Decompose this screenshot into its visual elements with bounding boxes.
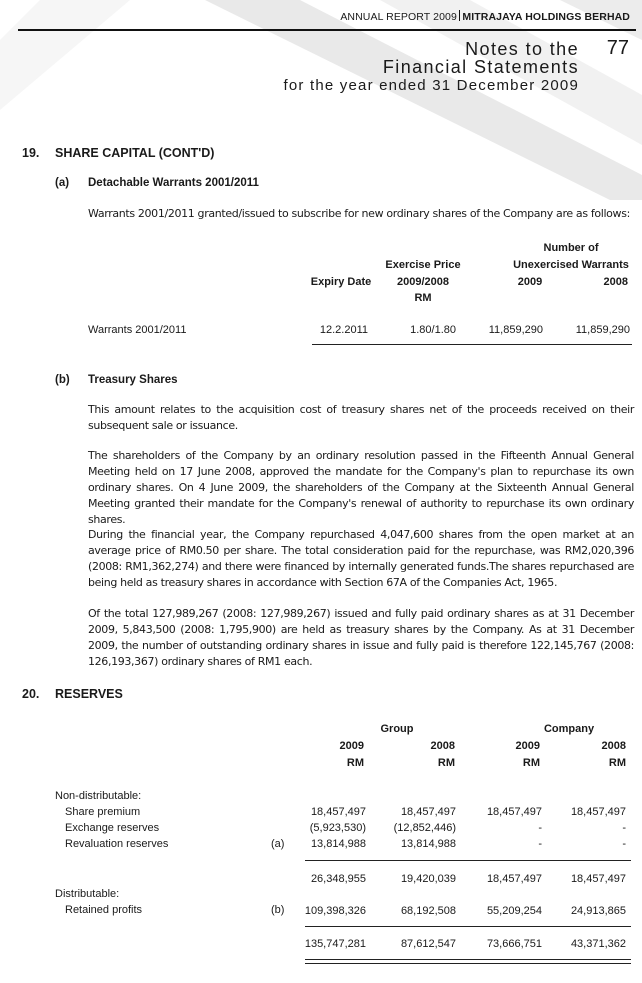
col-exercise-price: Exercise Price — [385, 259, 461, 271]
revaluation-group-2008: 13,814,988 — [400, 838, 456, 850]
treasury-paragraph-3: During the financial year, the Company repurchased 4,047,600 shares from the open market at an average price of RM0.50 per share. The total consideration paid for the repurchase, was RM2,020,396 (2008: RM1,362,274) and there were financed by internally generated funds.The shares repurchased are being held as treasury shares in accordance with Section 67A of the Companies Act, 1965. — [88, 528, 634, 589]
warrants-2009-value: 11,859,290 — [488, 324, 543, 336]
retained-company-2009: 55,209,254 — [486, 905, 542, 917]
exchange-reserves-group-2008: (12,852,446) — [393, 822, 456, 834]
warrants-price-value: 1.80/1.80 — [410, 324, 456, 336]
subsection-b-title: Treasury Shares — [88, 374, 178, 386]
share-premium-group-2008: 18,457,497 — [400, 806, 456, 818]
share-premium-group-2009: 18,457,497 — [310, 806, 366, 818]
col-company-2008: 2008 — [601, 740, 626, 752]
total-company-2009: 73,666,751 — [486, 938, 542, 950]
exchange-reserves-group-2009: (5,923,530) — [309, 822, 366, 834]
treasury-paragraph-2: The shareholders of the Company by an ordinary resolution passed in the Fifteenth Annual General Meeting held on 17 June 2008, approved the mandate for the Company's plan to repurchase its own ordinary shares. On 4 June 2009, the shareholders of the Company at the Sixteenth Annual General Meeting granted their mandate for the Company's renewal of authority to repurchase its own ordinary shares. — [88, 449, 634, 526]
unit-group-2009: RM — [346, 757, 364, 769]
report-name: ANNUAL REPORT 2009 — [340, 11, 457, 23]
total-rule-top — [305, 926, 631, 927]
total-group-2008: 87,612,547 — [400, 938, 456, 950]
retained-note-ref: (b) — [271, 904, 285, 916]
warrants-table-rule — [312, 344, 632, 345]
warrants-row-label: Warrants 2001/2011 — [88, 324, 187, 336]
page-title-line3: for the year ended 31 December 2009 — [283, 77, 579, 94]
unit-group-2008: RM — [437, 757, 455, 769]
page-title-line2: Financial Statements — [382, 57, 579, 77]
company-name: MITRAJAYA HOLDINGS BERHAD — [462, 11, 630, 23]
subtotal-group-2008: 19,420,039 — [400, 873, 456, 885]
treasury-paragraph-4: Of the total 127,989,267 (2008: 127,989,267) issued and fully paid ordinary shares as at 31 December 2009, 5,843,500 (2008: 1,795,900) are held as treasury shares by the Company. As at 31 December 2009, the number of outstanding ordinary shares in issue and fully paid is therefore 122,145,767 (2008: 126,193,367) ordinary shares of RM1 each. — [88, 607, 634, 668]
subtotal-group-2009: 26,348,955 — [310, 873, 366, 885]
non-distributable-label: Non-distributable: — [55, 790, 142, 802]
subtotal-company-2008: 18,457,497 — [570, 873, 626, 885]
total-group-2009: 135,747,281 — [304, 938, 366, 950]
subsection-b-label: (b) — [55, 374, 70, 386]
subsection-a-label: (a) — [55, 177, 70, 189]
col-warrants-2008: 2008 — [603, 276, 628, 288]
col-warrants-2009: 2009 — [517, 276, 543, 288]
retained-company-2008: 24,913,865 — [570, 905, 626, 917]
page-title-line1: Notes to the — [465, 39, 579, 59]
revaluation-group-2009: 13,814,988 — [310, 838, 366, 850]
row-share-premium-label: Share premium — [65, 806, 141, 818]
unit-company-2008: RM — [608, 757, 626, 769]
distributable-label: Distributable: — [55, 888, 120, 900]
revaluation-note-ref: (a) — [271, 838, 285, 850]
col-unexercised-warrants: Unexercised Warrants — [513, 259, 629, 271]
col-price-unit: RM — [414, 292, 432, 304]
subsection-a-title: Detachable Warrants 2001/2011 — [88, 177, 259, 189]
col-expiry-date: Expiry Date — [310, 276, 372, 288]
page-number: 77 — [606, 37, 629, 59]
col-company-2009: 2009 — [515, 740, 540, 752]
revaluation-company-2009: - — [538, 838, 542, 850]
section-19-number: 19. — [22, 146, 40, 160]
warrants-2008-value: 11,859,290 — [575, 324, 630, 336]
exchange-reserves-company-2009: - — [538, 822, 542, 834]
subtotal-rule — [305, 860, 631, 861]
section-20-title: RESERVES — [55, 687, 123, 701]
share-premium-company-2008: 18,457,497 — [570, 806, 626, 818]
unit-company-2009: RM — [522, 757, 540, 769]
section-20-number: 20. — [22, 687, 40, 701]
total-double-rule — [305, 959, 631, 964]
retained-group-2009: 109,398,326 — [304, 905, 366, 917]
col-company: Company — [543, 723, 595, 735]
treasury-paragraph-1: This amount relates to the acquisition cost of treasury shares net of the proceeds received on their subsequent sale or issuance. — [88, 403, 634, 432]
col-group: Group — [380, 723, 414, 735]
row-exchange-reserves-label: Exchange reserves — [65, 822, 160, 834]
total-company-2008: 43,371,362 — [570, 938, 626, 950]
col-price-years: 2009/2008 — [397, 276, 449, 288]
section-19-title: SHARE CAPITAL (CONT'D) — [55, 146, 215, 160]
row-retained-profits-label: Retained profits — [65, 904, 143, 916]
header-rule — [18, 29, 636, 31]
row-revaluation-reserves-label: Revaluation reserves — [65, 838, 169, 850]
warrants-intro: Warrants 2001/2011 granted/issued to subscribe for new ordinary shares of the Company are as follows: — [88, 207, 630, 220]
col-number-of: Number of — [543, 242, 599, 254]
report-header — [340, 10, 630, 23]
col-group-2008: 2008 — [430, 740, 455, 752]
revaluation-company-2008: - — [622, 838, 626, 850]
exchange-reserves-company-2008: - — [622, 822, 626, 834]
warrants-expiry-value: 12.2.2011 — [319, 324, 368, 336]
subtotal-company-2009: 18,457,497 — [486, 873, 542, 885]
col-group-2009: 2009 — [339, 740, 364, 752]
header-divider — [459, 10, 461, 21]
retained-group-2008: 68,192,508 — [400, 905, 456, 917]
share-premium-company-2009: 18,457,497 — [486, 806, 542, 818]
